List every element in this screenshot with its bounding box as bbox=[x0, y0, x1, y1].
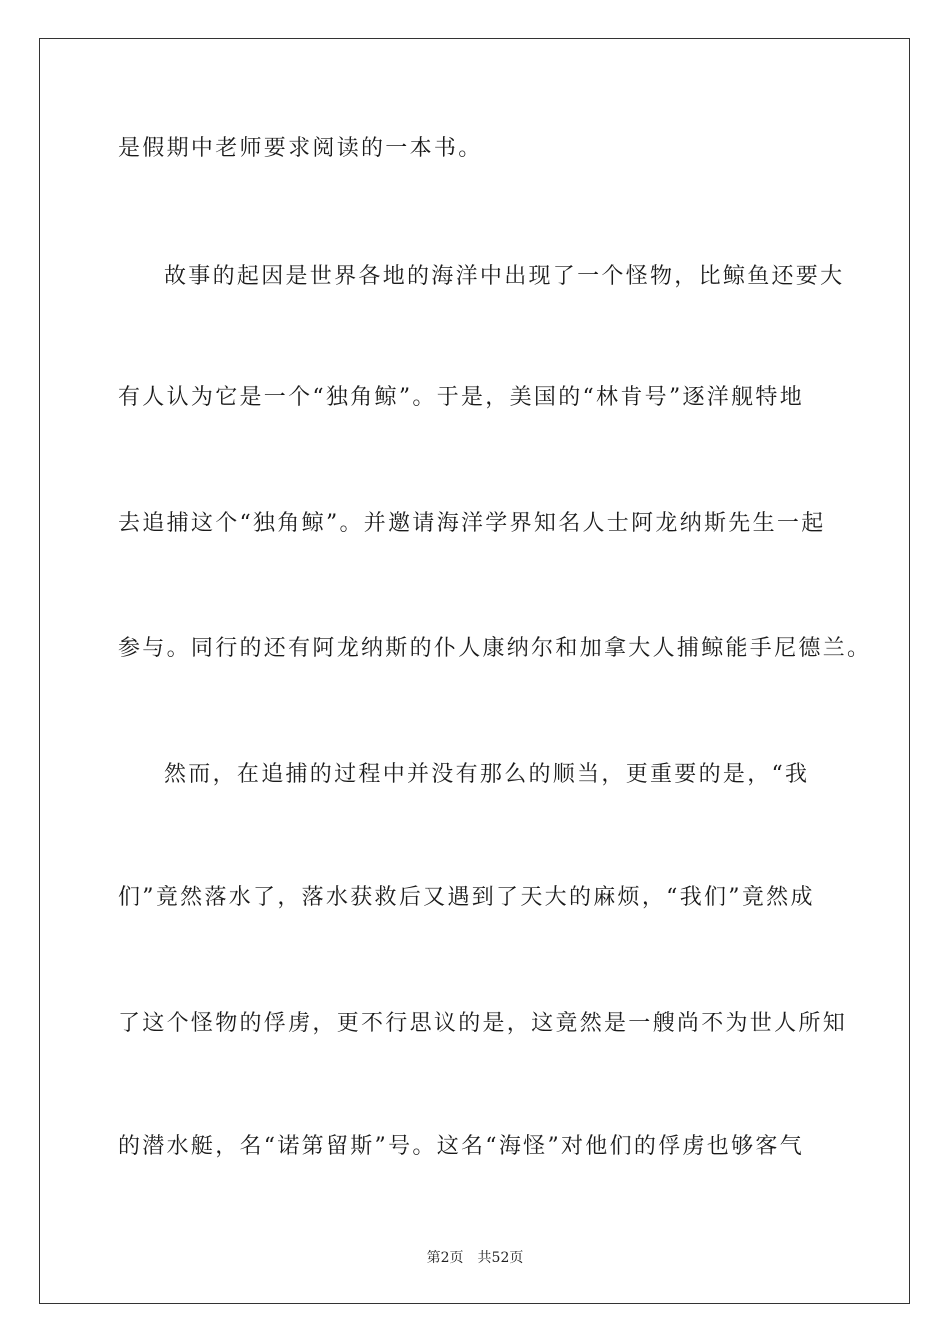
text-line-9: 的潜水艇，名“诺第留斯”号。这名“海怪”对他们的俘虏也够客气 bbox=[118, 1134, 804, 1159]
text-line-6: 然而，在追捕的过程中并没有那么的顺当，更重要的是，“我 bbox=[164, 762, 810, 787]
total-pages: 共52页 bbox=[477, 1250, 524, 1266]
page-border bbox=[39, 38, 910, 1304]
text-line-3: 有人认为它是一个“独角鲸”。于是，美国的“林肯号”逐洋舰特地 bbox=[118, 385, 804, 410]
text-line-1: 是假期中老师要求阅读的一本书。 bbox=[118, 136, 483, 161]
text-line-4: 去追捕这个“独角鲸”。并邀请海洋学界知名人士阿龙纳斯先生一起 bbox=[118, 511, 826, 536]
text-line-8: 了这个怪物的俘虏，更不行思议的是，这竟然是一艘尚不为世人所知 bbox=[118, 1011, 848, 1036]
page-number: 第2页 bbox=[426, 1250, 464, 1266]
text-line-7: 们”竟然落水了，落水获救后又遇到了天大的麻烦，“我们”竟然成 bbox=[118, 885, 815, 910]
page-footer bbox=[0, 1247, 950, 1267]
text-line-5: 参与。同行的还有阿龙纳斯的仆人康纳尔和加拿大人捕鲸能手尼德兰。 bbox=[118, 636, 872, 661]
text-line-2: 故事的起因是世界各地的海洋中出现了一个怪物，比鲸鱼还要大 bbox=[164, 264, 845, 289]
